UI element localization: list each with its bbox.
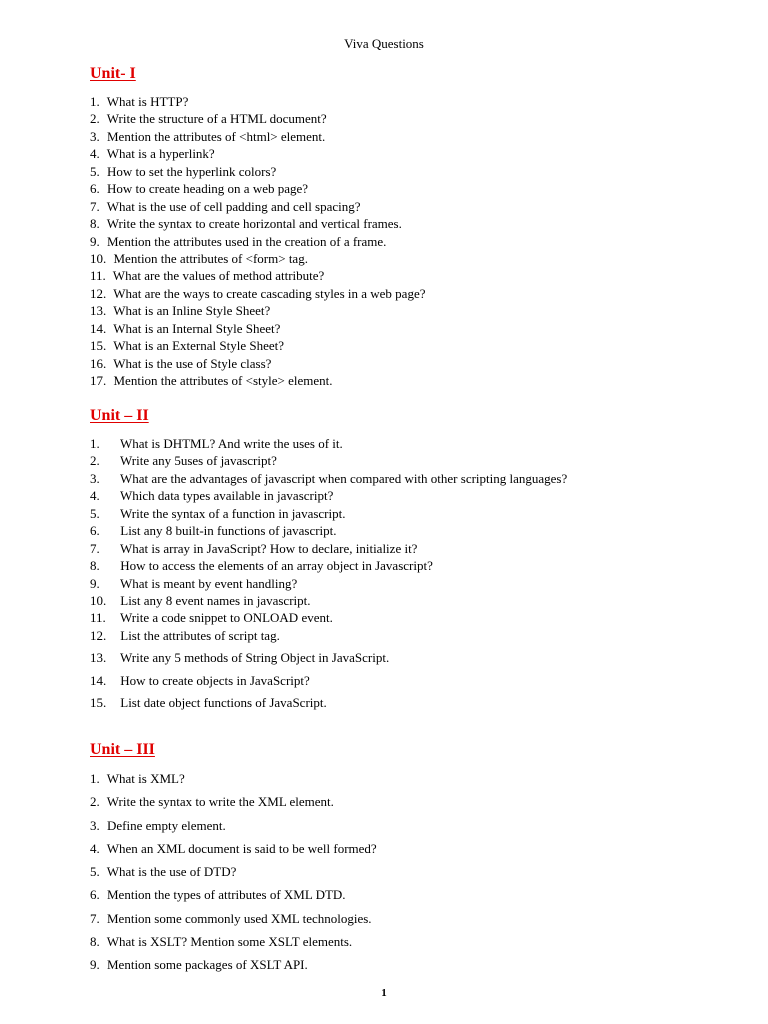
question-item bbox=[90, 163, 425, 180]
question-item bbox=[90, 302, 425, 319]
question-number: 15. bbox=[90, 338, 107, 354]
question-text: What is the use of Style class? bbox=[113, 355, 272, 371]
question-item bbox=[90, 837, 377, 860]
question-text: What is the use of DTD? bbox=[106, 864, 237, 879]
question-text: What is an Inline Style Sheet? bbox=[113, 303, 271, 319]
question-text: Write the structure of a HTML document? bbox=[106, 111, 327, 127]
question-item bbox=[90, 627, 567, 644]
question-text: Define empty element. bbox=[107, 817, 226, 833]
question-item bbox=[90, 128, 425, 145]
question-number: 2. bbox=[90, 453, 100, 469]
question-text: What is array in JavaScript? How to declare, initialize it? bbox=[120, 540, 418, 556]
question-item bbox=[90, 860, 377, 883]
question-number: 10. bbox=[90, 592, 107, 608]
question-text: Mention the attributes used in the creation of a frame. bbox=[107, 233, 387, 249]
question-text: What is XML? bbox=[106, 771, 185, 786]
question-item bbox=[90, 250, 425, 267]
question-number: 12. bbox=[90, 285, 107, 301]
question-text: What is a hyperlink? bbox=[106, 146, 215, 162]
question-text: How to create heading on a web page? bbox=[107, 181, 309, 197]
question-text: What are the values of method attribute? bbox=[112, 268, 325, 284]
question-item bbox=[90, 285, 425, 302]
question-text: Write the syntax to write the XML element. bbox=[106, 794, 334, 810]
question-text: Mention the attributes of <form> tag. bbox=[113, 250, 308, 266]
question-text: List date object functions of JavaScript. bbox=[120, 695, 327, 711]
question-number: 1. bbox=[90, 94, 100, 109]
question-number: 5. bbox=[90, 864, 100, 879]
question-item bbox=[90, 790, 377, 813]
question-text: List any 8 event names in javascript. bbox=[120, 592, 311, 608]
question-text: Mention some commonly used XML technologies. bbox=[107, 910, 372, 926]
question-number: 8. bbox=[90, 558, 100, 574]
question-item bbox=[90, 557, 567, 574]
unit-3-question-list bbox=[90, 767, 377, 976]
question-item bbox=[90, 907, 377, 930]
question-number: 14. bbox=[90, 320, 107, 336]
question-number: 4. bbox=[90, 146, 100, 162]
question-text: Mention the types of attributes of XML DTD. bbox=[107, 887, 346, 903]
unit-1-heading: Unit- I bbox=[90, 65, 136, 82]
question-number: 1. bbox=[90, 436, 100, 451]
question-item bbox=[90, 930, 377, 953]
question-number: 16. bbox=[90, 355, 107, 371]
question-item bbox=[90, 694, 567, 711]
question-item bbox=[90, 672, 567, 689]
question-number: 11. bbox=[90, 610, 106, 626]
question-number: 8. bbox=[90, 216, 100, 232]
question-text: List any 8 built-in functions of javascript. bbox=[120, 523, 337, 539]
question-text: What is the use of cell padding and cell spacing? bbox=[106, 198, 361, 214]
question-text: Mention the attributes of <style> element. bbox=[113, 373, 333, 388]
question-text: What is an External Style Sheet? bbox=[113, 338, 285, 354]
question-text: What is XSLT? Mention some XSLT elements. bbox=[106, 933, 353, 949]
question-item bbox=[90, 320, 425, 337]
page-number: 1 bbox=[381, 987, 387, 999]
question-item bbox=[90, 355, 425, 372]
question-item bbox=[90, 953, 377, 976]
unit-1-question-list bbox=[90, 93, 425, 389]
question-item bbox=[90, 198, 425, 215]
question-number: 9. bbox=[90, 957, 100, 972]
question-item bbox=[90, 267, 425, 284]
question-text: What is meant by event handling? bbox=[120, 575, 298, 591]
question-number: 9. bbox=[90, 575, 100, 591]
question-text: Write a code snippet to ONLOAD event. bbox=[120, 610, 333, 626]
question-item bbox=[90, 592, 567, 609]
question-item bbox=[90, 505, 567, 522]
question-number: 7. bbox=[90, 910, 100, 926]
question-number: 3. bbox=[90, 128, 100, 144]
question-text: What is HTTP? bbox=[106, 94, 189, 109]
question-item bbox=[90, 609, 567, 626]
question-item bbox=[90, 180, 425, 197]
document-title: Viva Questions bbox=[344, 36, 424, 51]
unit-2-question-list bbox=[90, 435, 567, 712]
question-number: 12. bbox=[90, 627, 107, 643]
question-item bbox=[90, 883, 377, 906]
question-item bbox=[90, 814, 377, 837]
question-text: Write the syntax to create horizontal and vertical frames. bbox=[106, 216, 402, 232]
question-text: Write the syntax of a function in javascript. bbox=[120, 505, 346, 521]
question-number: 4. bbox=[90, 840, 100, 856]
unit-3-heading: Unit – III bbox=[90, 741, 155, 758]
question-number: 3. bbox=[90, 470, 100, 486]
question-text: What are the advantages of javascript when compared with other scripting languages? bbox=[120, 470, 568, 486]
question-item bbox=[90, 767, 377, 790]
question-number: 8. bbox=[90, 933, 100, 949]
question-number: 5. bbox=[90, 505, 100, 521]
question-text: When an XML document is said to be well formed? bbox=[106, 840, 377, 856]
question-number: 4. bbox=[90, 488, 100, 504]
question-number: 1. bbox=[90, 771, 100, 786]
question-number: 11. bbox=[90, 268, 106, 284]
question-item bbox=[90, 215, 425, 232]
question-number: 6. bbox=[90, 887, 100, 903]
question-item bbox=[90, 487, 567, 504]
question-text: What is an Internal Style Sheet? bbox=[113, 320, 281, 336]
question-number: 6. bbox=[90, 181, 100, 197]
question-number: 6. bbox=[90, 523, 100, 539]
question-number: 13. bbox=[90, 303, 107, 319]
question-number: 7. bbox=[90, 198, 100, 214]
question-item bbox=[90, 522, 567, 539]
question-item bbox=[90, 435, 567, 452]
question-item bbox=[90, 233, 425, 250]
question-text: What is DHTML? And write the uses of it. bbox=[120, 436, 343, 451]
question-text: Write any 5uses of javascript? bbox=[120, 453, 277, 469]
question-item bbox=[90, 372, 425, 389]
question-text: How to create objects in JavaScript? bbox=[120, 672, 310, 688]
question-text: List the attributes of script tag. bbox=[120, 627, 280, 643]
question-text: Write any 5 methods of String Object in JavaScript. bbox=[120, 650, 390, 666]
question-item bbox=[90, 110, 425, 127]
question-text: Mention some packages of XSLT API. bbox=[107, 957, 308, 972]
question-text: How to access the elements of an array object in Javascript? bbox=[120, 558, 433, 574]
question-item bbox=[90, 470, 567, 487]
question-item bbox=[90, 575, 567, 592]
question-item bbox=[90, 452, 567, 469]
question-item bbox=[90, 540, 567, 557]
question-item bbox=[90, 93, 425, 110]
question-number: 14. bbox=[90, 672, 107, 688]
question-text: How to set the hyperlink colors? bbox=[107, 163, 277, 179]
question-item bbox=[90, 649, 567, 666]
question-item bbox=[90, 337, 425, 354]
question-number: 7. bbox=[90, 540, 100, 556]
question-number: 13. bbox=[90, 650, 107, 666]
question-number: 2. bbox=[90, 794, 100, 810]
question-text: Which data types available in javascript? bbox=[120, 488, 334, 504]
question-number: 9. bbox=[90, 233, 100, 249]
question-item bbox=[90, 145, 425, 162]
unit-2-heading: Unit – II bbox=[90, 407, 149, 424]
question-number: 10. bbox=[90, 250, 107, 266]
question-number: 5. bbox=[90, 163, 100, 179]
question-text: What are the ways to create cascading styles in a web page? bbox=[113, 285, 426, 301]
question-number: 3. bbox=[90, 817, 100, 833]
question-number: 2. bbox=[90, 111, 100, 127]
question-number: 15. bbox=[90, 695, 107, 711]
question-number: 17. bbox=[90, 373, 107, 388]
question-text: Mention the attributes of <html> element. bbox=[107, 128, 326, 144]
